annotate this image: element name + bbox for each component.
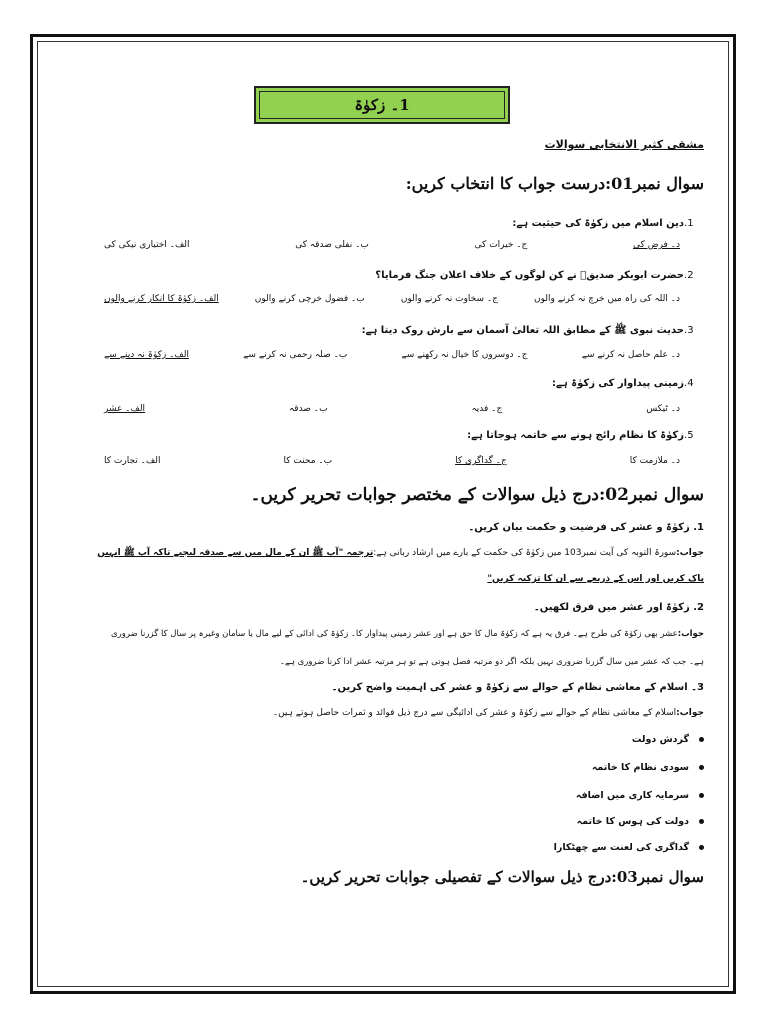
bullet-text: سودی نظام کا خاتمہ: [591, 762, 689, 773]
option-d: د۔ ملازمت کا: [629, 456, 680, 466]
bullet-item: [577, 816, 704, 827]
option-a-correct: الف۔ زکوٰۃ نہ دینے سے: [104, 350, 189, 360]
option-d: د۔ علم حاصل نہ کرنے سے: [581, 350, 680, 360]
answer-1-line-1: [97, 546, 704, 560]
question-number: 5.: [684, 430, 694, 441]
option-a: الف۔ تجارت کا: [104, 456, 161, 466]
option-b: ب۔ صدقہ: [289, 404, 328, 414]
answer-label: جواب:: [677, 629, 704, 639]
question-text: حضرت ابوبکر صدیقؓ نے کن لوگوں کے خلاف اعلان جنگ فرمایا؟: [375, 270, 684, 281]
bullet-dot-icon: [699, 793, 704, 798]
answer-text: سورۃ التوبہ کی آیت نمبر103 میں زکوٰۃ کی حکمت کے بارے میں ارشاد ربانی ہے:: [373, 548, 677, 558]
option-a-correct: الف۔ عشر: [104, 404, 146, 414]
mcq-options-4: [104, 404, 680, 420]
answer-text: عشر بھی زکوٰۃ کی طرح ہے۔ فرق یہ ہے کہ زکوٰۃ مال کا حق ہے اور عشر زمینی پیداوار کا۔ زکوٰۃ کی ادائی کے لیے مال یا سامان وغیرہ پر سال کا گزرنا ضروری: [111, 629, 678, 639]
short-question-3: 3۔ اسلام کے معاشی نظام کے حوالے سے زکوٰۃ و عشر کی اہمیت واضح کریں۔: [331, 682, 704, 693]
question-text: زمینی پیداوار کی زکوٰۃ ہے:: [552, 378, 684, 389]
option-b: ب۔ نفلی صدقہ کی: [295, 240, 369, 250]
mcq-question-4: [552, 378, 704, 389]
option-d-correct: د۔ فرض کی: [633, 240, 680, 250]
option-a-correct: الف۔ زکوٰۃ کا انکار کرنے والوں: [104, 294, 219, 304]
question-text: حدیث نبوی ﷺ کے مطابق اللہ تعالیٰ آسمان سے بارش روک دیتا ہے:: [361, 325, 684, 336]
question-number: 3.: [684, 325, 694, 336]
chapter-title: [254, 86, 510, 124]
bullet-text: سرمایہ کاری میں اضافہ: [575, 790, 689, 801]
option-c-correct: ج۔ گداگری کا: [455, 456, 507, 466]
bullet-item: [592, 762, 704, 773]
option-c: ج۔ دوسروں کا خیال نہ رکھنے سے: [401, 350, 528, 360]
option-a: الف۔ اختیاری نیکی کی: [104, 240, 190, 250]
bullet-item: [632, 734, 704, 745]
section3-heading: سوال نمبر03:درج ذیل سوالات کے تفصیلی جوابات تحریر کریں۔: [300, 868, 704, 886]
answer-1-line-2: [487, 574, 704, 584]
question-number: 2.: [684, 270, 694, 281]
answer-quote: ترجمہ "آپ ﷺ ان کے مال میں سے صدقہ لیجیے تاکہ آپ ﷺ انہیں: [97, 548, 374, 558]
short-question-1: 1. زکوٰۃ و عشر کی فرضیت و حکمت بیان کریں۔: [468, 522, 704, 533]
answer-quote: پاک کریں اور اس کے ذریعے سے ان کا تزکیہ کریں": [487, 574, 704, 584]
answer-2-line-2: ہے۔ جب کہ عشر میں سال گزرنا ضروری نہیں بلکہ اگر دو مرتبہ فصل ہوتی ہے تو ہر مرتبہ عشر ادا کرنا ضروری ہے۔: [280, 657, 704, 667]
mcq-options-2: [104, 294, 680, 310]
answer-2-line-1: [111, 628, 704, 639]
bullet-dot-icon: [699, 737, 704, 742]
option-c: ج۔ خیرات کی: [474, 240, 528, 250]
short-question-2: 2. زکوٰۃ اور عشر میں فرق لکھیں۔: [533, 602, 704, 613]
option-b: ب۔ فضول خرچی کرنے والوں: [254, 294, 365, 304]
mcq-options-1: [104, 240, 680, 256]
answer-label: جواب:: [676, 548, 704, 558]
answer-3: [273, 708, 704, 718]
bullet-item: [576, 790, 704, 801]
bullet-dot-icon: [699, 765, 704, 770]
bullet-dot-icon: [699, 845, 704, 850]
question-text: دین اسلام میں زکوٰۃ کی حیثیت ہے:: [512, 218, 684, 229]
option-c: ج۔ فدیہ: [471, 404, 503, 414]
mcq-options-3: [104, 350, 680, 366]
option-d: د۔ ٹیکس: [646, 404, 680, 414]
mcq-question-1: [512, 218, 704, 229]
answer-label: جواب:: [676, 708, 704, 718]
question-number: 4.: [684, 378, 694, 389]
question-text: زکوٰۃ کا نظام رائج ہونے سے خاتمہ ہوجاتا ہے:: [467, 430, 684, 441]
option-b: ب۔ محنت کا: [283, 456, 333, 466]
mcq-question-3: [362, 324, 704, 338]
bullet-text: دولت کی ہوس کا خاتمہ: [576, 816, 689, 827]
mcq-options-5: [104, 456, 680, 472]
answer-text: اسلام کے معاشی نظام کے حوالے سے زکوٰۃ و عشر کی ادائیگی سے درج ذیل فوائد و ثمرات حاصل ہوتے ہیں۔: [272, 708, 677, 718]
bullet-text: گداگری کی لعنت سے چھٹکارا: [553, 842, 689, 853]
mcq-question-2: [375, 270, 704, 281]
option-b: ب۔ صلہ رحمی نہ کرنے سے: [243, 350, 348, 360]
option-d: د۔ اللہ کی راہ میں خرچ نہ کرنے والوں: [534, 294, 680, 304]
section1-heading: سوال نمبر01:درست جواب کا انتخاب کریں:: [405, 174, 704, 193]
bullet-text: گردش دولت: [631, 734, 689, 745]
option-c: ج۔ سخاوت نہ کرنے والوں: [400, 294, 498, 304]
mcq-question-5: [467, 430, 704, 441]
section2-heading: سوال نمبر02:درج ذیل سوالات کے مختصر جوابات تحریر کریں۔: [250, 485, 704, 505]
subtitle: مشقی کثیر الانتخابی سوالات: [544, 138, 704, 151]
question-number: 1.: [684, 218, 694, 229]
bullet-item: [554, 842, 704, 853]
chapter-title-text: 1۔ زکوٰۃ: [354, 96, 410, 114]
bullet-dot-icon: [699, 819, 704, 824]
